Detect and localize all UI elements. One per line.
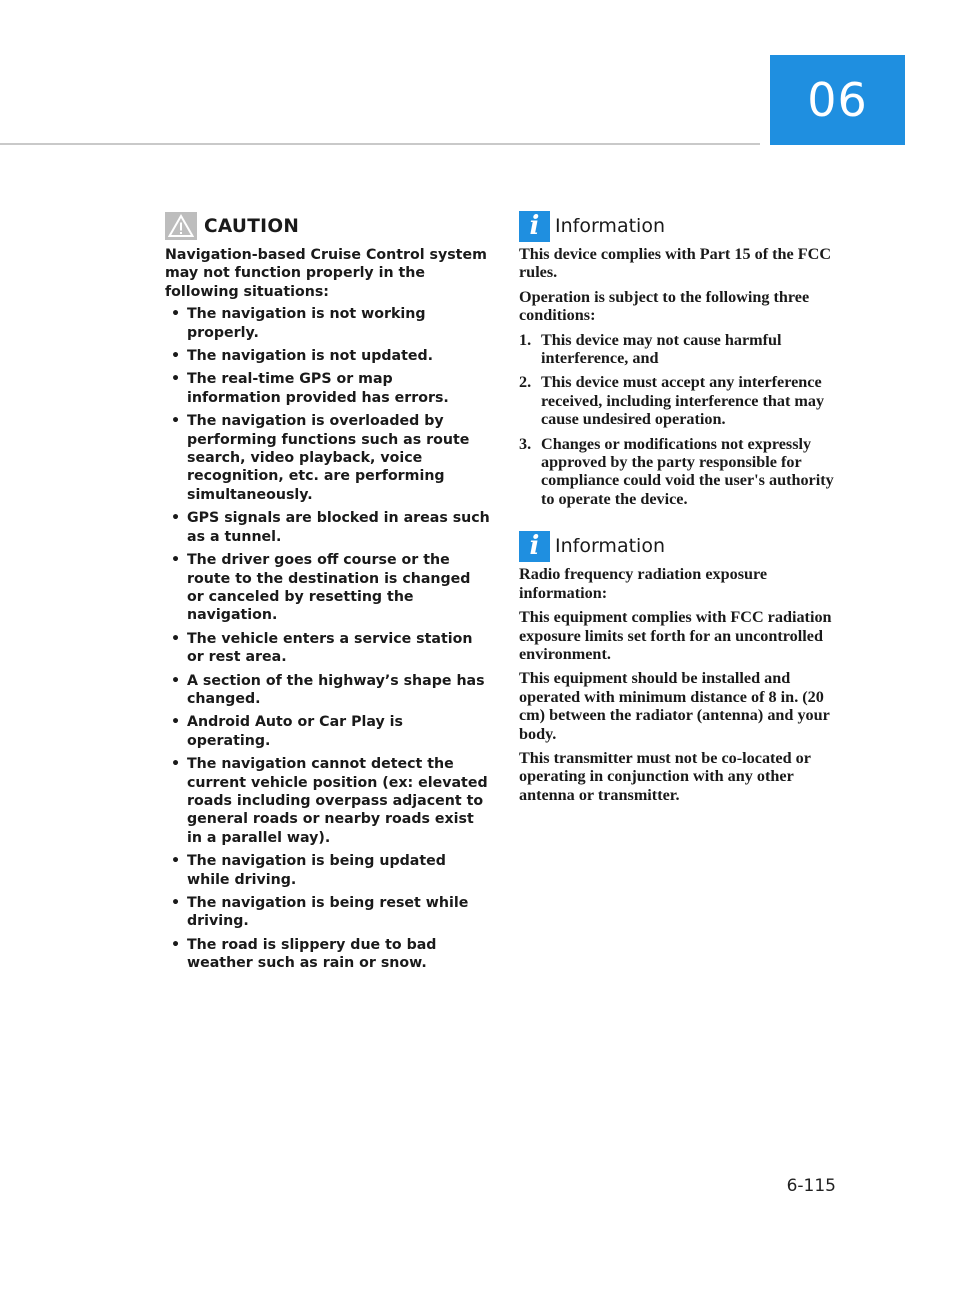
information-paragraph: This device complies with Part 15 of the FCC rules. (519, 245, 832, 282)
information-paragraph: This transmitter must not be co-located or operating in conjunction with any other antenna or transmitter. (519, 748, 811, 804)
caution-intro: Navigation-based Cruise Control system may not function properly in the following situations: (165, 247, 487, 300)
information-title: Information (555, 215, 665, 237)
caution-title: CAUTION (204, 215, 300, 237)
information-title: Information (555, 535, 665, 558)
list-item: • The vehicle enters a service station or rest area. (171, 630, 473, 666)
info-icon: i (519, 531, 550, 562)
information-paragraph: This equipment should be installed and operated with minimum distance of 8 in. (20 cm) between the radiator (antenna) and your body. (519, 669, 830, 743)
information-block-rf-exposure (519, 530, 844, 804)
info-icon: i (519, 211, 550, 242)
list-item: • The road is slippery due to bad weather such as rain or snow. (171, 936, 437, 972)
information-paragraph: Operation is subject to the following three conditions: (519, 287, 810, 325)
information-section (519, 210, 844, 810)
list-item: • The real-time GPS or map information provided has errors. (171, 371, 449, 406)
page-number: 6-115 (786, 1176, 836, 1196)
chapter-number: 06 (807, 73, 868, 127)
list-item: 1. This device may not cause harmful interference, and (519, 330, 782, 368)
information-paragraph: Radio frequency radiation exposure information: (519, 565, 768, 602)
chapter-tab (770, 55, 905, 145)
list-item: • The navigation is being updated while driving. (171, 853, 446, 888)
conditions-list (519, 331, 844, 509)
list-item: • The driver goes off course or the route to the destination is changed or canceled by resetting the navigation. (171, 552, 471, 624)
list-item: 2. This device must accept any interference received, including interference that may cause undesired operation. (519, 373, 825, 429)
caution-section (165, 210, 490, 978)
list-item: • A section of the highway’s shape has changed. (171, 672, 485, 707)
information-header (519, 530, 844, 562)
information-block-fcc (519, 210, 844, 508)
list-item: • Android Auto or Car Play is operating. (171, 714, 403, 749)
header-rule (0, 143, 760, 145)
list-item: • GPS signals are blocked in areas such as a tunnel. (171, 510, 490, 545)
caution-list (165, 305, 490, 972)
information-paragraph: This equipment complies with FCC radiation exposure limits set forth for an uncontrolled environment. (519, 608, 832, 663)
list-item: • The navigation cannot detect the current vehicle position (ex: elevated roads including overpass adjacent to general roads or nearby roads exist in a parallel way). (171, 756, 488, 846)
list-item: • The navigation is overloaded by performing functions such as route search, video playback, voice recognition, etc. are performing simultaneously. (171, 413, 470, 503)
list-item: • The navigation is being reset while driving. (171, 895, 469, 930)
warning-triangle-icon (165, 212, 197, 240)
list-item: 3. Changes or modifications not expressly approved by the party responsible for compliance could void the user's authority to operate the device. (519, 434, 834, 508)
information-header (519, 210, 844, 242)
list-item: • The navigation is not working properly. (171, 306, 426, 341)
caution-header (165, 210, 490, 242)
list-item: • The navigation is not updated. (171, 348, 434, 365)
